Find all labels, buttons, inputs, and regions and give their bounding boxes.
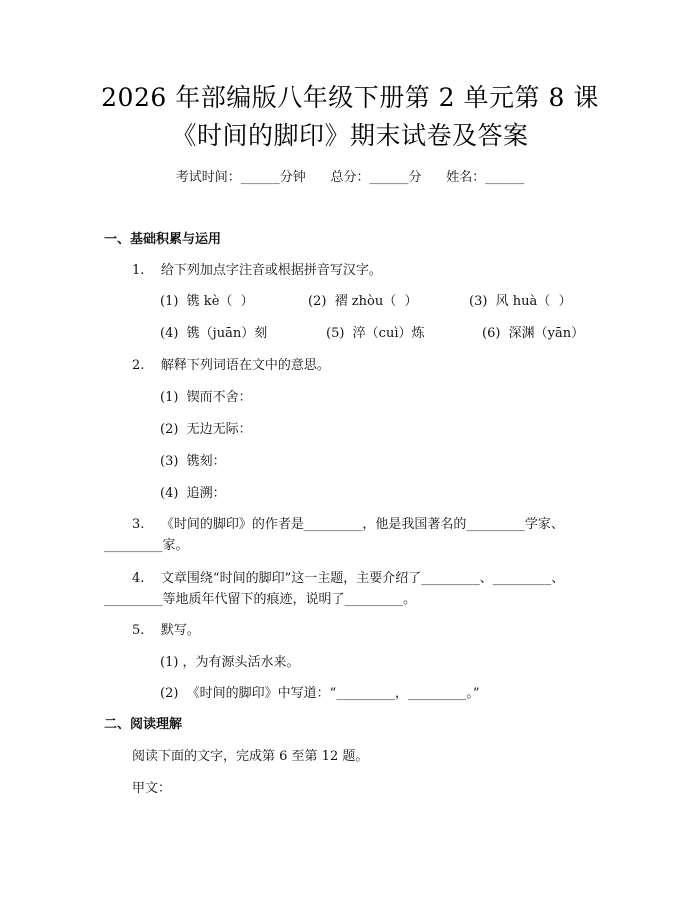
q1-option-5: (5) 淬（cuì）炼 bbox=[326, 326, 425, 341]
q1-option-3: (3) 风 huà（ ） bbox=[469, 294, 572, 309]
q1-option-6: (6) 深渊（yān） bbox=[482, 326, 585, 341]
question-3-line-1: 3. 《时间的脚印》的作者是_________，他是我国著名的_________学家、 bbox=[132, 517, 564, 532]
question-4-line-1: 4. 文章围绕“时间的脚印”这一主题，主要介绍了_________、_________、 bbox=[132, 571, 565, 586]
q2-item-4: (4) 追溯： bbox=[160, 486, 226, 501]
q1-option-2: (2) 褶 zhòu（ ） bbox=[308, 294, 418, 309]
exam-meta-line: 考试时间：______分钟 总分：______分 姓名：______ bbox=[175, 170, 525, 185]
question-4-line-2: _________等地质年代留下的痕迹，说明了_________。 bbox=[104, 592, 417, 607]
question-2-stem: 2. 解释下列词语在文中的意思。 bbox=[132, 358, 330, 373]
q5-item-2: (2) 《时间的脚印》中写道：“_________，_________。” bbox=[160, 686, 480, 701]
passage-a-label: 甲文： bbox=[132, 781, 172, 796]
question-3-line-2: _________家。 bbox=[104, 538, 189, 553]
document-title-line-2: 《时间的脚印》期末试卷及答案 bbox=[171, 121, 529, 150]
q5-item-1: (1) ，为有源头活水来。 bbox=[160, 655, 300, 670]
question-5-stem: 5. 默写。 bbox=[132, 623, 200, 638]
document-title-line-1: 2026 年部编版八年级下册第 2 单元第 8 课 bbox=[101, 83, 599, 112]
q2-item-3: (3) 镌刻： bbox=[160, 454, 226, 469]
section-2-heading: 二、阅读理解 bbox=[104, 717, 183, 732]
q2-item-2: (2) 无边无际： bbox=[160, 422, 252, 437]
reading-instruction: 阅读下面的文字，完成第 6 至第 12 题。 bbox=[132, 749, 369, 764]
section-1-heading: 一、基础积累与运用 bbox=[104, 232, 222, 247]
q1-option-4: (4) 镌（juān）刻 bbox=[160, 326, 268, 341]
question-1-stem: 1. 给下列加点字注音或根据拼音写汉字。 bbox=[132, 263, 382, 278]
q2-item-1: (1) 锲而不舍： bbox=[160, 390, 252, 405]
q1-option-1: (1) 镌 kè（ ） bbox=[160, 294, 254, 309]
